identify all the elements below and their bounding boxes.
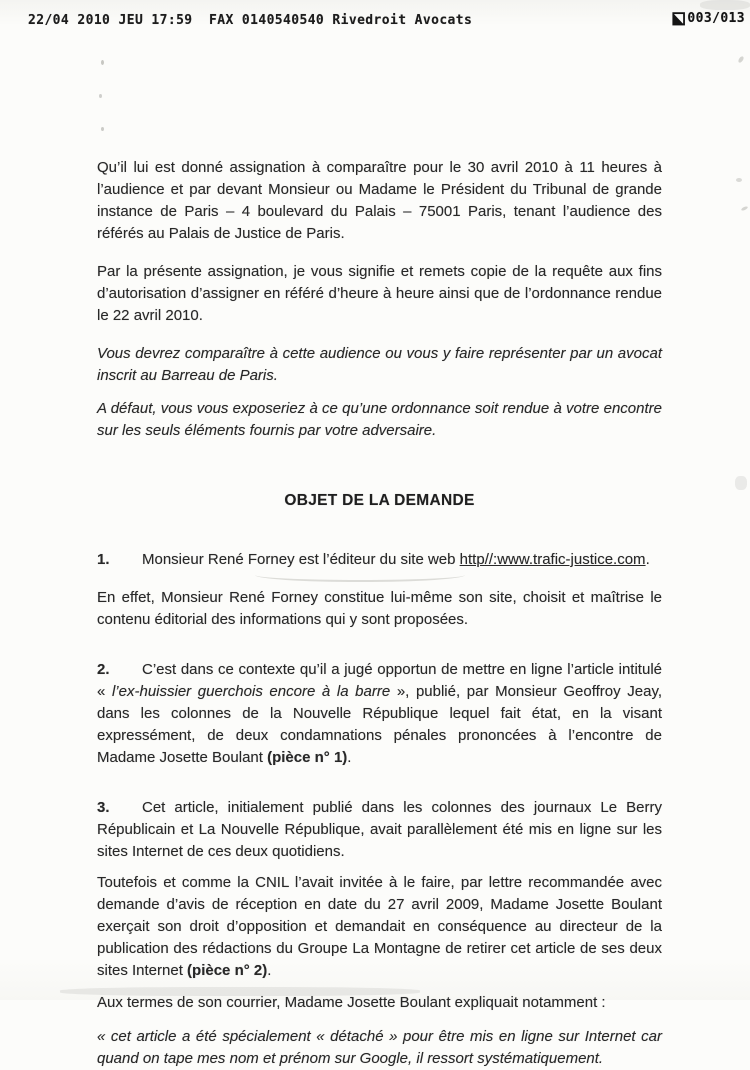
paragraph-text: Toutefois et comme la CNIL l’avait invitée à le faire, par lettre recommandée avec demande d’avis de réception en date du 27 avril 2009, Madame Josette Boulant exerçait son droit d’opposition et demandait en conséquence au directeur de la publication des rédactions du Groupe La Montagne de retirer cet article de ses deux sites Internet [97,874,662,979]
scan-smudge [60,987,420,996]
section-heading-objet-de-la-demande: OBJET DE LA DEMANDE [284,492,475,509]
scan-artifact [99,94,102,98]
paragraph-number: 2. [97,661,110,678]
paragraph-signification-requete [97,261,662,327]
paragraph-point-2 [97,659,662,769]
paragraph-text: Vous devrez comparaître à cette audience ou vous y faire représenter par un avocat inscrit au Barreau de Paris. [97,345,662,384]
paragraph-text: . [267,962,272,979]
website-url-text: http//:www.trafic-justice.com [459,551,646,568]
paragraph-text: Cet article, initialement publié dans les colonnes des journaux Le Berry Républicain et La Nouvelle République, avait parallèlement été mis en ligne sur les sites Internet de ces deux quotidiens. [97,799,662,860]
paper-crease [255,568,465,582]
scan-artifact [101,60,104,65]
fax-page-icon [672,11,686,26]
paragraph-avertissement-defaut [97,398,662,442]
scan-artifact [741,206,749,212]
paragraph-point-3 [97,797,662,863]
scan-artifact [736,178,742,182]
paragraph-point-1-suite [97,587,662,631]
scan-smudge [700,0,750,10]
article-title-text: l’ex-huissier guerchois encore à la barre [111,683,391,700]
paragraph-citation-courrier [97,1026,662,1070]
paragraph-text: Monsieur René Forney est l’éditeur du site web [142,551,460,568]
paragraph-text: . [645,551,650,568]
scan-artifact [737,55,744,63]
paragraph-opposition-cnil [97,872,662,982]
fax-transmission-header: 22/04 2010 JEU 17:59 FAX 0140540540 Rivedroit Avocats [28,13,473,28]
fax-page-counter-value: 003/013 [687,11,745,26]
paragraph-text: En effet, Monsieur René Forney constitue lui-même son site, choisit et maîtrise le contenu éditorial des informations qui y sont proposées. [97,589,662,628]
paragraph-text: « cet article a été spécialement « détaché » pour être mis en ligne sur Internet car quand on tape mes nom et prénom sur Google, il ressort systématiquement. [97,1028,662,1067]
paragraph-text: Par la présente assignation, je vous signifie et remets copie de la requête aux fins d’autorisation d’assigner en référé d’heure à heure ainsi que de l’ordonnance rendue le 22 avril 2010. [97,263,662,324]
piece-reference: (pièce n° 2) [187,962,268,979]
paragraph-text: », publié, par Monsieur Geoffroy Jeay, dans les colonnes de la Nouvelle République lequel fait état, en la visant expressément, de deux condamnations pénales prononcées à l’encontre de Madame Josette Boulant [97,683,662,766]
scan-smudge [735,476,747,490]
paragraph-text: Qu’il lui est donné assignation à comparaître pour le 30 avril 2010 à 11 heures à l’audience et par devant Monsieur ou Madame le Président du Tribunal de grande instance de Paris – 4 boulevard du Palais – 75001 Paris, tenant l’audience des référés au Palais de Justice de Paris. [97,159,662,242]
paragraph-text: Aux termes de son courrier, Madame Josette Boulant expliquait notamment : [97,994,606,1011]
paragraph-assignation-comparution [97,157,662,245]
fax-page-counter [672,11,745,26]
paragraph-number: 1. [97,551,110,568]
scan-artifact [101,127,104,131]
paragraph-avertissement-comparution [97,343,662,387]
document-body [97,157,662,1070]
paragraph-text: C’est dans ce contexte qu’il a jugé opportun de mettre en ligne l’article intitulé « [97,661,662,700]
paragraph-text: A défaut, vous vous exposeriez à ce qu’une ordonnance soit rendue à votre encontre sur les seuls éléments fournis par votre adversaire. [97,400,662,439]
paragraph-text: . [347,749,352,766]
paragraph-number: 3. [97,799,110,816]
piece-reference: (pièce n° 1) [267,749,348,766]
